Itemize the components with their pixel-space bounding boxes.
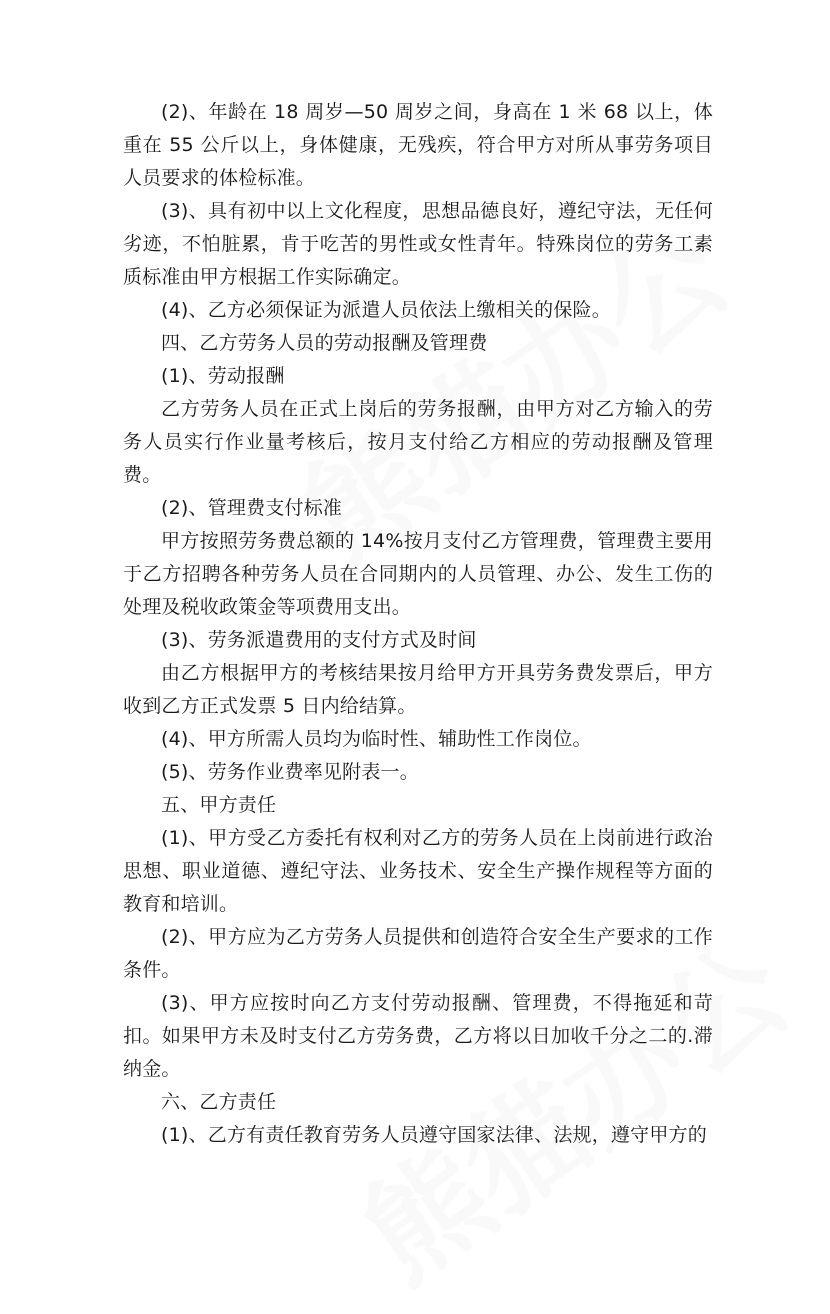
subsection-heading: (3)、劳务派遣费用的支付方式及时间 xyxy=(161,629,477,651)
paragraph: 乙方劳务人员在正式上岗后的劳务报酬，由甲方对乙方输入的劳务人员实行作业量考核后，按月支付给乙方相应的劳动报酬及管理费。 xyxy=(123,398,713,486)
paragraph: (5)、劳务作业费率见附表一。 xyxy=(161,761,419,783)
paragraph: (3)、具有初中以上文化程度，思想品德良好，遵纪守法，无任何劣迹，不怕脏累，肯于吃苦的男性或女性青年。特殊岗位的劳务工素质标准由甲方根据工作实际确定。 xyxy=(123,200,713,288)
section-heading: 六、乙方责任 xyxy=(161,1091,277,1113)
paragraph: (2)、甲方应为乙方劳务人员提供和创造符合安全生产要求的工作条件。 xyxy=(123,926,713,981)
document-body xyxy=(123,96,713,1152)
paragraph: (2)、年龄在 18 周岁—50 周岁之间，身高在 1 米 68 以上，体重在 55 公斤以上，身体健康，无残疾，符合甲方对所从事劳务项目人员要求的体检标准。 xyxy=(123,101,713,189)
subsection-heading: (1)、劳动报酬 xyxy=(161,365,285,387)
paragraph: (4)、乙方必须保证为派遣人员依法上缴相关的保险。 xyxy=(161,299,611,321)
subsection-heading: (2)、管理费支付标准 xyxy=(161,497,343,519)
paragraph: 甲方按照劳务费总额的 14%按月支付乙方管理费，管理费主要用于乙方招聘各种劳务人员在合同期内的人员管理、办公、发生工伤的处理及税收政策金等项费用支出。 xyxy=(123,530,713,618)
paragraph: (4)、甲方所需人员均为临时性、辅助性工作岗位。 xyxy=(161,728,592,750)
paragraph: (3)、甲方应按时向乙方支付劳动报酬、管理费，不得拖延和苛扣。如果甲方未及时支付乙方劳务费，乙方将以日加收千分之二的.滞纳金。 xyxy=(123,992,713,1080)
paragraph: 由乙方根据甲方的考核结果按月给甲方开具劳务费发票后，甲方收到乙方正式发票 5 日内给结算。 xyxy=(123,662,713,717)
paragraph: (1)、乙方有责任教育劳务人员遵守国家法律、法规，遵守甲方的 xyxy=(161,1124,707,1146)
paragraph: (1)、甲方受乙方委托有权利对乙方的劳务人员在上岗前进行政治思想、职业道德、遵纪守法、业务技术、安全生产操作规程等方面的教育和培训。 xyxy=(123,827,713,915)
section-heading: 五、甲方责任 xyxy=(161,794,277,816)
section-heading: 四、乙方劳务人员的劳动报酬及管理费 xyxy=(161,332,488,354)
